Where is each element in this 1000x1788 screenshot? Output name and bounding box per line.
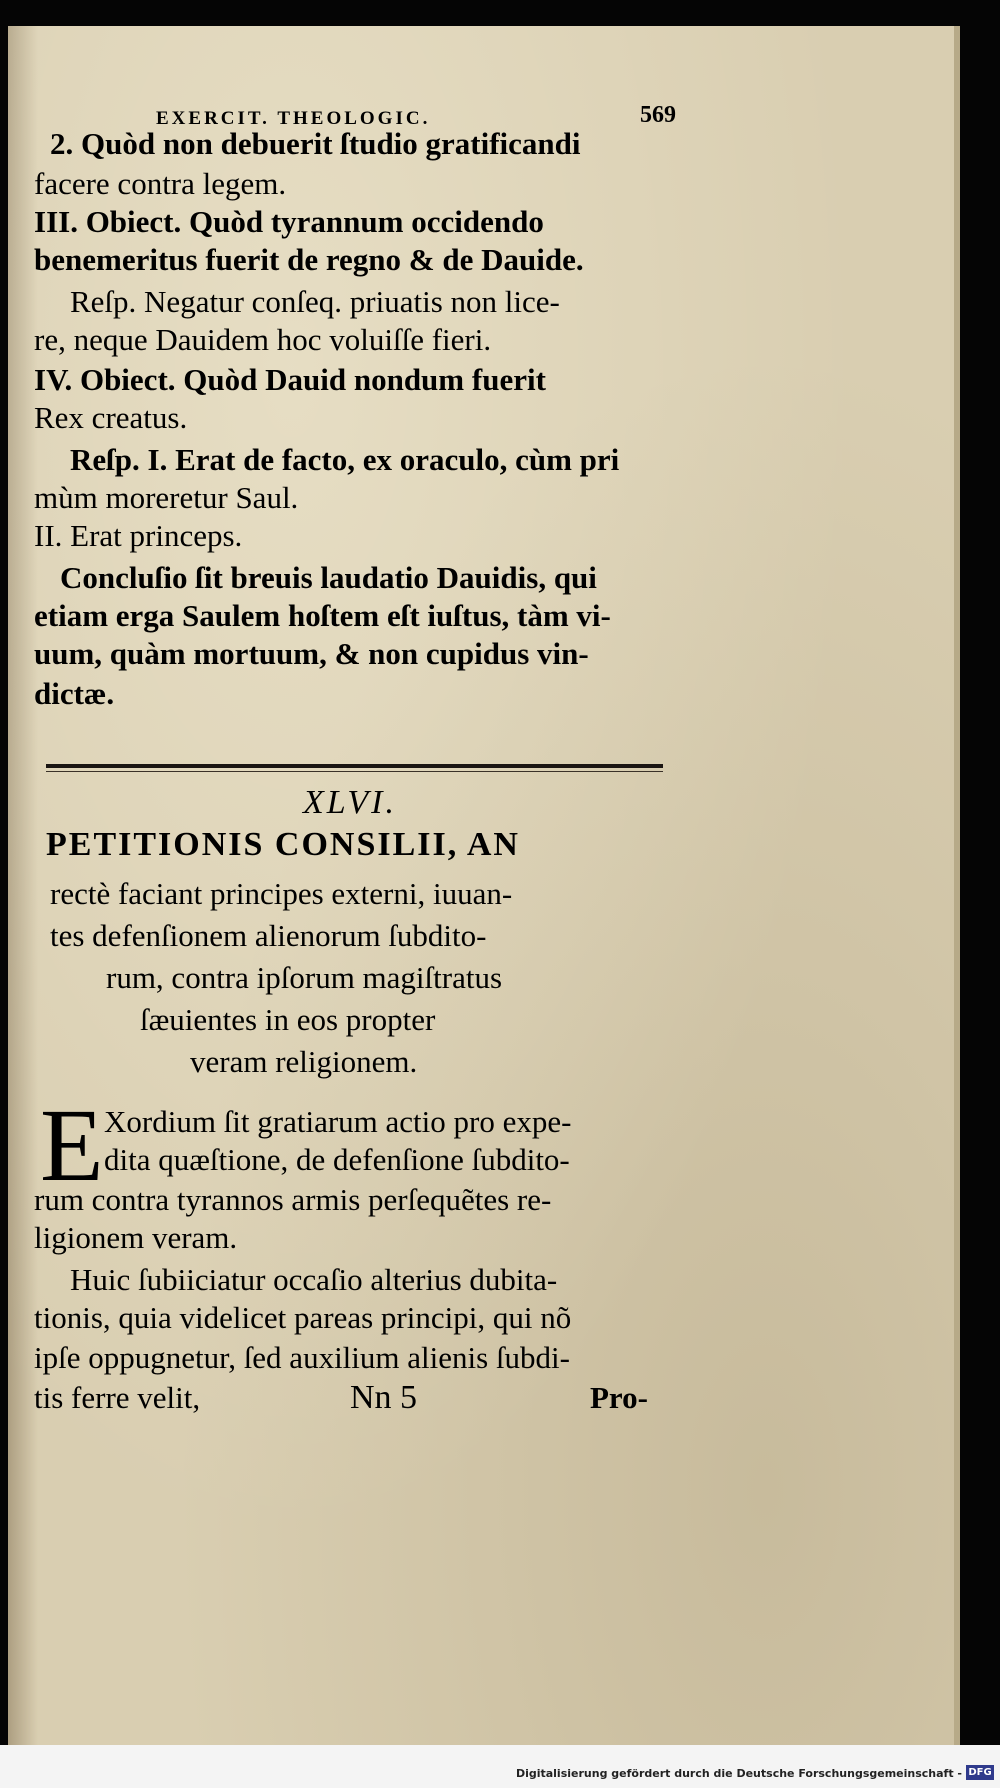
section-subtitle-line: veram religionem. bbox=[190, 1044, 418, 1079]
body-line: uum, quàm mortuum, & non cupidus vin- bbox=[34, 636, 589, 671]
exordium-line: tionis, quia videlicet pareas principi, qui nõ bbox=[34, 1300, 572, 1335]
funding-credit: Digitalisierung gefördert durch die Deutsche Forschungsgemeinschaft - bbox=[515, 1767, 962, 1780]
section-subtitle-line: rum, contra ipſorum magiſtratus bbox=[106, 960, 503, 995]
exordium-line: tis ferre velit, bbox=[34, 1380, 201, 1415]
body-line: Concluſio ſit breuis laudatio Dauidis, qui bbox=[60, 560, 597, 595]
body-line: dictæ. bbox=[34, 676, 115, 711]
exordium-line: rum contra tyrannos armis perſequẽtes re- bbox=[34, 1182, 552, 1217]
body-line: Reſp. I. Erat de facto, ex oraculo, cùm pri bbox=[70, 442, 620, 477]
body-line: Rex creatus. bbox=[34, 400, 188, 435]
body-line: etiam erga Saulem hoſtem eſt iuſtus, tàm vi- bbox=[34, 598, 611, 633]
body-line: III. Obiect. Quòd tyrannum occidendo bbox=[34, 204, 544, 239]
book-page bbox=[8, 26, 960, 1748]
body-line: facere contra legem. bbox=[34, 166, 287, 201]
section-subtitle-line: tes defenſionem alienorum ſubdito- bbox=[50, 918, 487, 953]
body-line: Reſp. Negatur conſeq. priuatis non lice- bbox=[70, 284, 560, 319]
body-line: II. Erat princeps. bbox=[34, 518, 243, 553]
exordium-line: dita quæſtione, de defenſione ſubdito- bbox=[104, 1142, 570, 1177]
section-subtitle-line: rectè faciant principes externi, iuuan- bbox=[50, 876, 513, 911]
running-title: EXERCIT. THEOLOGIC. bbox=[156, 108, 431, 129]
body-line: IV. Obiect. Quòd Dauid nondum fuerit bbox=[34, 362, 546, 397]
drop-cap-initial: E bbox=[40, 1088, 104, 1203]
catchword: Pro- bbox=[590, 1380, 648, 1415]
dfg-logo-icon: DFG bbox=[966, 1765, 994, 1780]
exordium-line: Huic ſubiiciatur occaſio alterius dubita- bbox=[70, 1262, 558, 1297]
digitization-footer bbox=[0, 1745, 1000, 1788]
signature-mark: Nn 5 bbox=[350, 1379, 418, 1416]
page-header bbox=[156, 88, 676, 128]
body-line: mùm moreretur Saul. bbox=[34, 480, 299, 515]
exordium-line: ligionem veram. bbox=[34, 1220, 238, 1255]
section-divider-thin bbox=[46, 771, 663, 772]
body-line: 2. Quòd non debuerit ſtudio gratificandi bbox=[50, 126, 581, 161]
section-title: PETITIONIS CONSILII, AN bbox=[46, 826, 520, 863]
body-line: re, neque Dauidem hoc voluiſſe fieri. bbox=[34, 322, 492, 357]
section-subtitle-line: ſæuientes in eos propter bbox=[140, 1002, 436, 1037]
body-line: benemeritus fuerit de regno & de Dauide. bbox=[34, 242, 584, 277]
exordium-line: ipſe oppugnetur, ſed auxilium alienis ſubdi- bbox=[34, 1340, 570, 1375]
section-number: XLVI. bbox=[303, 784, 398, 821]
exordium-line: Xordium ſit gratiarum actio pro expe- bbox=[104, 1104, 572, 1139]
section-divider bbox=[46, 764, 663, 768]
page-number: 569 bbox=[640, 102, 676, 128]
